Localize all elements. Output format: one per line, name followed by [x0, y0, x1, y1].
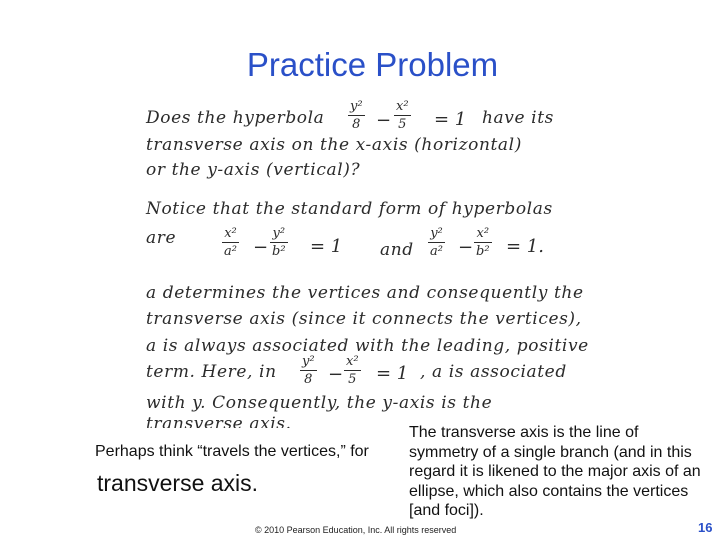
form-minus: −	[458, 237, 474, 258]
form-minus: −	[253, 237, 269, 258]
hint-caption: Perhaps think “travels the vertices,” for	[95, 443, 369, 460]
note-line: transverse axis on the x-axis (horizontal)	[146, 135, 522, 155]
form-term: x² b²	[476, 226, 490, 259]
note-line: and	[380, 240, 414, 260]
equation-rhs: = 1	[434, 109, 467, 130]
form-rhs: = 1.	[506, 236, 544, 257]
note-line: , a is associated	[420, 362, 567, 382]
form-term: x² a²	[224, 226, 237, 259]
form-term: y² a²	[430, 226, 443, 259]
equation-rhs: = 1	[376, 363, 409, 384]
slide-title: Practice Problem	[246, 46, 499, 83]
key-term: transverse axis.	[97, 470, 259, 496]
note-line: a determines the vertices and consequently the	[146, 283, 584, 303]
equation-term: x² 5	[396, 99, 409, 132]
copyright-footer: © 2010 Pearson Education, Inc. All rights reserved	[255, 525, 457, 535]
note-line: a is always associated with the leading, positive	[146, 336, 589, 356]
equation-term: y² 8	[350, 99, 363, 132]
note-line: are	[146, 228, 177, 248]
equation-term: x² 5	[346, 354, 359, 387]
equation-term: y² 8	[302, 354, 315, 387]
note-line: transverse axis (since it connects the vertices),	[146, 309, 582, 329]
equation-minus: −	[376, 110, 392, 131]
note-line: Does the hyperbola	[146, 108, 325, 128]
equation-minus: −	[328, 364, 344, 385]
explanation-text: The transverse axis is the line of symmetry of a single branch (and in this regard it is likened to the major axis of an ellipse, which also contains the vertices [and foci]).	[409, 424, 701, 519]
form-rhs: = 1	[310, 236, 343, 257]
note-line: or the y-axis (vertical)?	[146, 160, 361, 180]
note-line: term. Here, in	[146, 362, 277, 382]
note-line: transverse axis.	[146, 414, 292, 428]
note-line: with y. Consequently, the y-axis is the	[146, 393, 493, 413]
page-number: 16	[698, 520, 713, 535]
note-line: Notice that the standard form of hyperbolas	[146, 199, 553, 219]
form-term: y² b²	[272, 226, 286, 259]
note-line: have its	[482, 108, 554, 128]
